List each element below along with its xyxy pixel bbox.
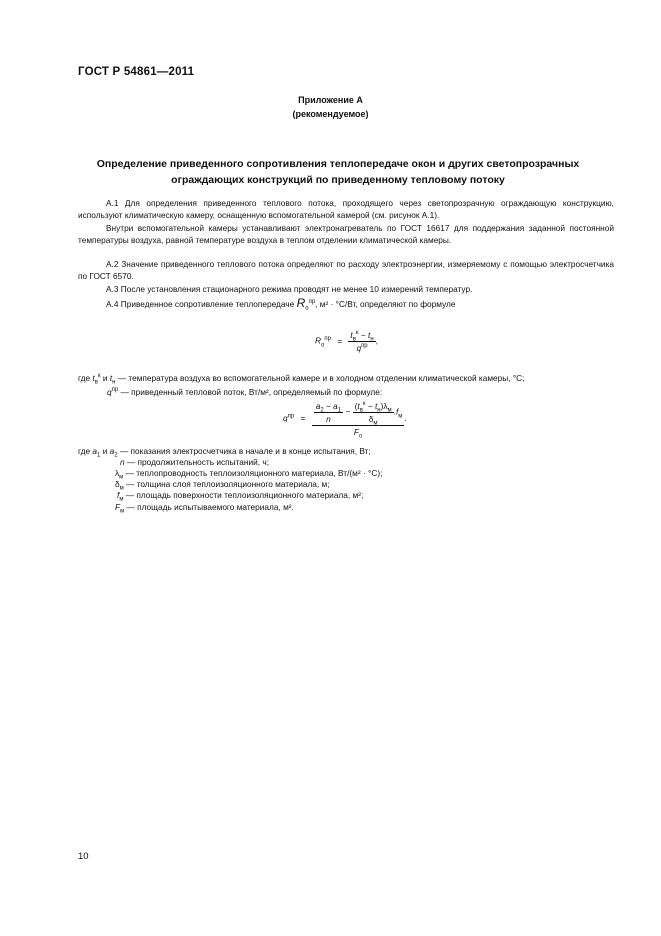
paragraph-a2: А.2 Значение приведенного теплового потока определяют по расходу электроэнергии, измеряемому с помощью электросчетчика по ГОСТ 6570. bbox=[78, 259, 614, 281]
formula2-F: F bbox=[353, 427, 359, 437]
formula-denominator bbox=[348, 342, 375, 353]
formula2-eq: = bbox=[300, 413, 306, 424]
formula2-lambda-sub: м bbox=[387, 407, 392, 414]
def-t-desc: — температура воздуха во вспомогательной камере и в холодном отделении климатической камеры, °С; bbox=[117, 373, 525, 383]
definition-q bbox=[107, 387, 627, 399]
formula-eq: = bbox=[337, 335, 343, 346]
def-delta: δ bbox=[115, 479, 120, 489]
def-t-v-sub: в bbox=[94, 379, 98, 386]
annex-title: Приложение А bbox=[298, 95, 363, 105]
formula2-lambda: λ bbox=[383, 401, 388, 411]
def-q-desc: — приведенный тепловой поток, Вт/м², определяемый по формуле: bbox=[120, 387, 383, 397]
formula2-t-v-sub: в bbox=[359, 407, 363, 414]
def-n-desc: — продолжительность испытаний, ч; bbox=[126, 457, 270, 467]
formula2-a2: a bbox=[315, 401, 321, 411]
formula2-minus: − bbox=[345, 406, 351, 417]
formula2-a2-sub: 2 bbox=[320, 407, 324, 414]
def-a2: a bbox=[109, 446, 115, 456]
def-f-sub: м bbox=[119, 496, 124, 503]
section-title bbox=[60, 156, 616, 188]
formula-fraction bbox=[348, 330, 375, 353]
definition-n bbox=[120, 457, 620, 469]
def-lambda: λ bbox=[115, 468, 120, 478]
definition-lambda bbox=[115, 468, 625, 480]
def-lambda-desc: — теплопроводность теплоизоляционного материала, Вт/(м² · °С); bbox=[125, 468, 383, 478]
formula-R-sub: о bbox=[321, 342, 325, 349]
formula-resistance bbox=[315, 330, 378, 353]
formula2-n: n bbox=[326, 414, 331, 424]
symbol-R-sub: о bbox=[305, 305, 309, 312]
def-and-2: и bbox=[102, 446, 108, 456]
def-delta-sub: м bbox=[119, 485, 124, 492]
formula-R-sup: пр bbox=[324, 335, 331, 342]
formula2-minus-a: − bbox=[325, 401, 331, 411]
formula2-t-num bbox=[353, 401, 394, 413]
def-t-v-sup: к bbox=[97, 373, 101, 380]
formula2-f-sub: м bbox=[398, 413, 403, 420]
def-F-sub: м bbox=[120, 508, 125, 515]
def-a1: a bbox=[92, 446, 98, 456]
formula2-delta: δ bbox=[368, 414, 374, 424]
formula2-a1: a bbox=[333, 401, 338, 411]
formula2-f: f bbox=[395, 406, 399, 417]
def-and: и bbox=[102, 373, 108, 383]
formula2-denominator bbox=[312, 426, 405, 440]
formula-t-n: t bbox=[368, 330, 371, 340]
formula2-q: q bbox=[283, 413, 288, 424]
formula-heat-flow bbox=[283, 401, 407, 440]
formula2-t-v-sup: к bbox=[362, 401, 366, 408]
def-q-sup: пр bbox=[111, 387, 119, 394]
def-delta-desc: — толщина слоя теплоизоляционного материала, м; bbox=[126, 479, 330, 489]
formula2-fraction bbox=[312, 401, 405, 440]
formula-t-v: t bbox=[350, 330, 353, 340]
formula2-F-sub: о bbox=[358, 433, 363, 440]
formula2-a1-sub: 1 bbox=[337, 407, 342, 414]
formula2-dot: . bbox=[393, 406, 396, 417]
paragraph-a3: А.3 После установления стационарного режима проводят не менее 10 измерений температур. bbox=[106, 284, 473, 294]
document-header: ГОСТ Р 54861—2011 bbox=[78, 66, 195, 78]
definition-t bbox=[78, 373, 638, 385]
where-label: где bbox=[78, 373, 91, 383]
formula2-numerator bbox=[312, 401, 405, 426]
definition-delta bbox=[115, 479, 625, 491]
where-label-2: где bbox=[78, 446, 91, 456]
formula2-delta-sub: м bbox=[373, 420, 378, 427]
formula-t-n-sub: н bbox=[370, 336, 374, 343]
formula2-close: ) bbox=[380, 401, 384, 411]
formula2-q-sup: пр bbox=[287, 413, 295, 420]
def-F-desc: — площадь испытываемого материала, м². bbox=[126, 502, 294, 512]
formula2-t-n-sub: н bbox=[377, 407, 381, 414]
paragraph-a4 bbox=[78, 298, 614, 311]
formula2-a-num bbox=[314, 401, 343, 413]
formula-minus: − bbox=[360, 330, 366, 340]
formula2-t-n: t bbox=[374, 401, 378, 411]
formula-q-sup: пр bbox=[361, 343, 368, 350]
paragraph-a1: А.1 Для определения приведенного теплового потока, проходящего через светопрозрачную ограждающую конструкцию, используют климатическую камеру, оснащенную вспомогательной камерой (см. рисунок А.1). bbox=[78, 198, 614, 220]
symbol-R: R bbox=[296, 296, 306, 310]
def-t-n-sub: н bbox=[112, 379, 116, 386]
def-a-desc: — показания электросчетчика в начале и в конце испытания, Вт; bbox=[119, 446, 371, 456]
def-f: f bbox=[117, 490, 120, 500]
formula2-minus-t: − bbox=[367, 401, 373, 411]
formula-q: q bbox=[356, 343, 362, 353]
paragraph-heater: Внутри вспомогательной камеры устанавливают электронагреватель по ГОСТ 16617 для поддержания заданной постоянной температуры воздуха, равной температуре воздуха в теплом отделении климатической камеры. bbox=[78, 223, 614, 245]
def-a1-sub: 1 bbox=[97, 452, 101, 459]
definition-F bbox=[115, 502, 625, 514]
formula-comma: , bbox=[375, 335, 378, 346]
definition-a bbox=[78, 446, 638, 458]
def-F: F bbox=[115, 502, 121, 512]
def-lambda-sub: м bbox=[119, 474, 124, 481]
paragraph-a4-text: А.4 Приведенное сопротивление теплопередаче bbox=[106, 299, 295, 309]
formula2-t-v: t bbox=[357, 401, 360, 411]
def-n: n bbox=[120, 457, 125, 467]
formula-R: R bbox=[315, 335, 321, 346]
formula-numerator bbox=[348, 330, 375, 342]
section-title-line-1: Определение приведенного сопротивления теплопередаче окон и других светопрозрачных bbox=[96, 158, 580, 170]
definition-f bbox=[117, 490, 627, 502]
formula2-open: ( bbox=[354, 401, 358, 411]
formula2-a-den bbox=[314, 413, 343, 424]
formula-t-v-sup: к bbox=[355, 330, 359, 337]
def-a2-sub: 2 bbox=[114, 452, 118, 459]
formula2-end-dot: . bbox=[404, 413, 407, 424]
formula2-t-den bbox=[353, 413, 394, 427]
symbol-R-sup: пр bbox=[308, 299, 316, 306]
def-q: q bbox=[107, 387, 112, 397]
formula2-sub-fraction-t bbox=[353, 401, 394, 427]
section-title-line-2: ограждающих конструкций по приведенному тепловому потоку bbox=[171, 174, 505, 186]
page-number: 10 bbox=[78, 851, 89, 862]
paragraph-a4-units: , м² · °С/Вт, определяют по формуле bbox=[315, 299, 456, 309]
formula-t-v-sub: в bbox=[352, 336, 356, 343]
formula2-sub-fraction-a bbox=[314, 401, 343, 424]
def-t-n: t bbox=[109, 373, 113, 383]
def-t-v: t bbox=[92, 373, 95, 383]
def-f-desc: — площадь поверхности теплоизоляционного материала, м²; bbox=[125, 490, 364, 500]
annex-status: (рекомендуемое) bbox=[292, 109, 369, 119]
